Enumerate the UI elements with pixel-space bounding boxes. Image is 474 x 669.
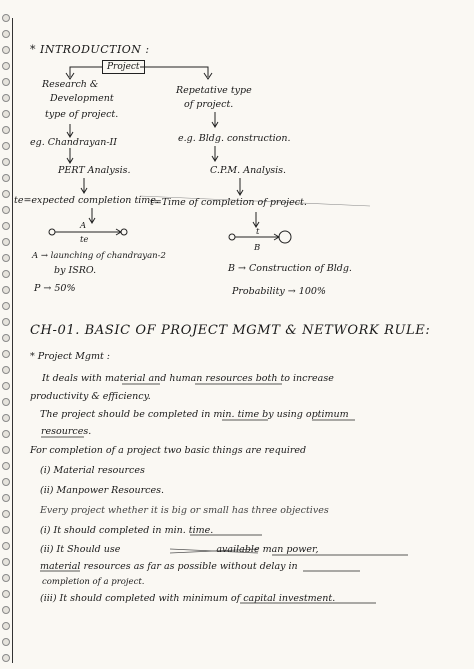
left-research: Research & <box>42 79 99 90</box>
left-isro: by ISRO. <box>54 265 97 276</box>
right-diagram-B: B <box>254 243 261 253</box>
body-line-5: For completion of a project two basic things are required <box>30 445 307 456</box>
list-item-material: (i) Material resources <box>40 465 145 476</box>
arrow-right-branch <box>140 67 208 77</box>
right-of-project: of project. <box>184 99 234 110</box>
left-development: Development <box>50 93 114 104</box>
objective-3: (iii) It should completed with minimum of capital investment. <box>40 593 336 604</box>
left-diagram-A: A <box>80 221 87 231</box>
body-line-1: It deals with material and human resources both to increase <box>42 373 334 384</box>
body-line-4: resources. <box>41 426 92 437</box>
left-te-def: te=expected completion time. <box>14 195 159 206</box>
objective-2-end: completion of a project. <box>42 577 145 587</box>
left-type: type of project. <box>45 109 119 120</box>
right-construction: B → Construction of Bldg. <box>228 263 352 274</box>
left-example: eg. Chandrayan-II <box>30 137 118 148</box>
objective-2: (ii) It Should use available man power, <box>40 544 319 555</box>
body-objectives: Every project whether it is big or small has three objectives <box>40 505 329 516</box>
project-box: Project <box>102 60 145 74</box>
right-repetative: Repetative type <box>176 85 252 96</box>
project-mgmt-heading: * Project Mgmt : <box>30 351 111 362</box>
arrow-left-branch <box>70 67 102 77</box>
objective-2-cont: material resources as far as possible without delay in <box>40 561 298 572</box>
right-cpm: C.P.M. Analysis. <box>210 165 287 176</box>
body-line-2: productivity & efficiency. <box>30 391 151 402</box>
intro-heading: * INTRODUCTION : <box>30 43 150 56</box>
chapter-title: CH-01. BASIC OF PROJECT MGMT & NETWORK RULE: <box>30 323 431 338</box>
body-line-3: The project should be completed in min. time by using optimum <box>40 409 349 420</box>
list-item-manpower: (ii) Manpower Resources. <box>40 485 165 496</box>
right-t-def: t=Time of completion of project. <box>150 197 307 208</box>
right-diagram-t: t <box>256 227 260 237</box>
objective-1: (i) It should completed in min. time. <box>40 525 214 536</box>
left-diagram-te: te <box>80 235 89 245</box>
right-example: e.g. Bldg. construction. <box>178 133 291 144</box>
left-probability: P → 50% <box>34 283 76 294</box>
left-pert: PERT Analysis. <box>58 165 131 176</box>
right-probability: Probability → 100% <box>232 286 326 297</box>
left-launching: A → launching of chandrayan-2 <box>32 251 166 261</box>
